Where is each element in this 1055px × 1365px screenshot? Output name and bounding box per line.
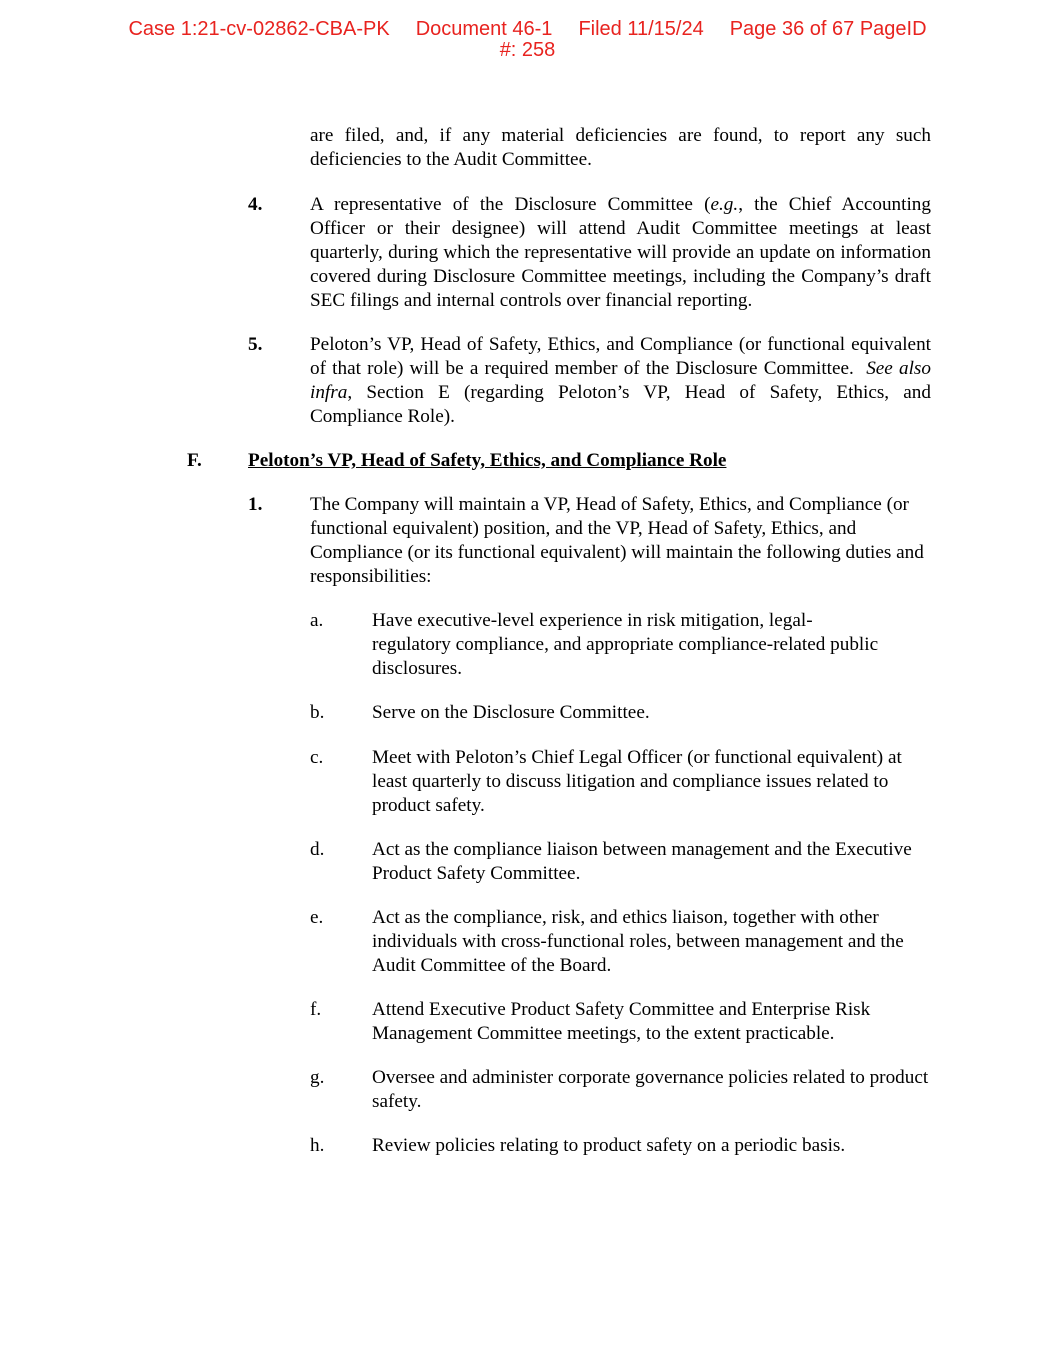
subitem-g-text: Oversee and administer corporate governance policies related to product safety.: [372, 1067, 929, 1112]
item-4-text-italic: e.g.: [710, 194, 739, 215]
item-5-text-italic: See also infra: [310, 358, 936, 403]
subitem-b-text: Serve on the Disclosure Committee.: [372, 702, 650, 723]
subitem-a-text-rest: regulatory compliance, and appropriate compliance-related public disclosures.: [372, 634, 879, 679]
case-number: Case 1:21-cv-02862-CBA-PK: [128, 18, 390, 40]
subitem-e-letter: e.: [310, 907, 324, 928]
item-4-number: 4.: [248, 194, 263, 215]
subitem-h-text: Review policies relating to product safety on a periodic basis.: [372, 1135, 846, 1156]
filing-header-stamp: [0, 19, 1055, 61]
item-4-text-before: A representative of the Disclosure Committee (: [310, 194, 711, 215]
subitem-b-letter: b.: [310, 702, 325, 723]
subitem-a-text: [372, 609, 932, 681]
subitem-d-text: Act as the compliance liaison between management and the Executive Product Safety Committee.: [372, 839, 912, 884]
subitem-a-text-line-1: Have executive-level experience in risk mitigation, legal-: [372, 610, 813, 631]
continuation-paragraph: are filed, and, if any material deficiencies are found, to report any such deficiencies to the Audit Committee.: [310, 125, 931, 170]
subitem-h-letter: h.: [310, 1135, 325, 1156]
document-number: Document 46-1: [415, 18, 553, 40]
subitem-c-text: Meet with Peloton’s Chief Legal Officer (or functional equivalent) at least quarterly to discuss litigation and compliance issues related to product safety.: [372, 747, 902, 816]
section-f-title: Peloton’s VP, Head of Safety, Ethics, and Compliance Role: [248, 450, 727, 471]
subitem-e-text: Act as the compliance, risk, and ethics liaison, together with other individuals with cross-functional roles, between management and the Audit Committee of the Board.: [372, 907, 904, 976]
item-5-number: 5.: [248, 334, 263, 355]
filing-header-line-1: [0, 19, 1055, 40]
item-f1-paragraph: The Company will maintain a VP, Head of Safety, Ethics, and Compliance (or functional equivalent) position, and the VP, Head of Safety, Ethics, and Compliance (or its functional equivalent) will maintain the following duties and responsibilities:: [310, 494, 924, 587]
subitem-a-letter: a.: [310, 610, 324, 631]
subitem-f-text: Attend Executive Product Safety Committee and Enterprise Risk Management Committee meetings, to the extent practicable.: [372, 999, 871, 1044]
item-5-text-before: Peloton’s VP, Head of Safety, Ethics, and Compliance (or functional equivalent of that role) will be a required member of the Disclosure Committee.: [310, 334, 936, 379]
subitem-g-letter: g.: [310, 1067, 325, 1088]
section-f-letter: F.: [187, 450, 202, 471]
page-id: #: 258: [499, 39, 556, 61]
subitem-f-letter: f.: [310, 999, 322, 1020]
subitem-d-letter: d.: [310, 839, 325, 860]
page-number: Page 36 of 67 PageID: [729, 18, 927, 40]
item-5-paragraph: [310, 333, 936, 429]
item-4-paragraph: [310, 193, 931, 313]
item-5-text-after: , Section E (regarding Peloton’s VP, Head of Safety, Ethics, and Compliance Role).: [310, 382, 936, 427]
item-f1-number: 1.: [248, 494, 263, 515]
filed-date: Filed 11/15/24: [578, 18, 704, 40]
item-4-text-after: , the Chief Accounting Officer or their designee) will attend Audit Committee meetings at least quarterly, during which the representative will provide an update on information covered during Disclosure Committee meetings, including the Company’s draft SEC filings and internal controls over financial reporting.: [310, 194, 931, 311]
subitem-c-letter: c.: [310, 747, 324, 768]
